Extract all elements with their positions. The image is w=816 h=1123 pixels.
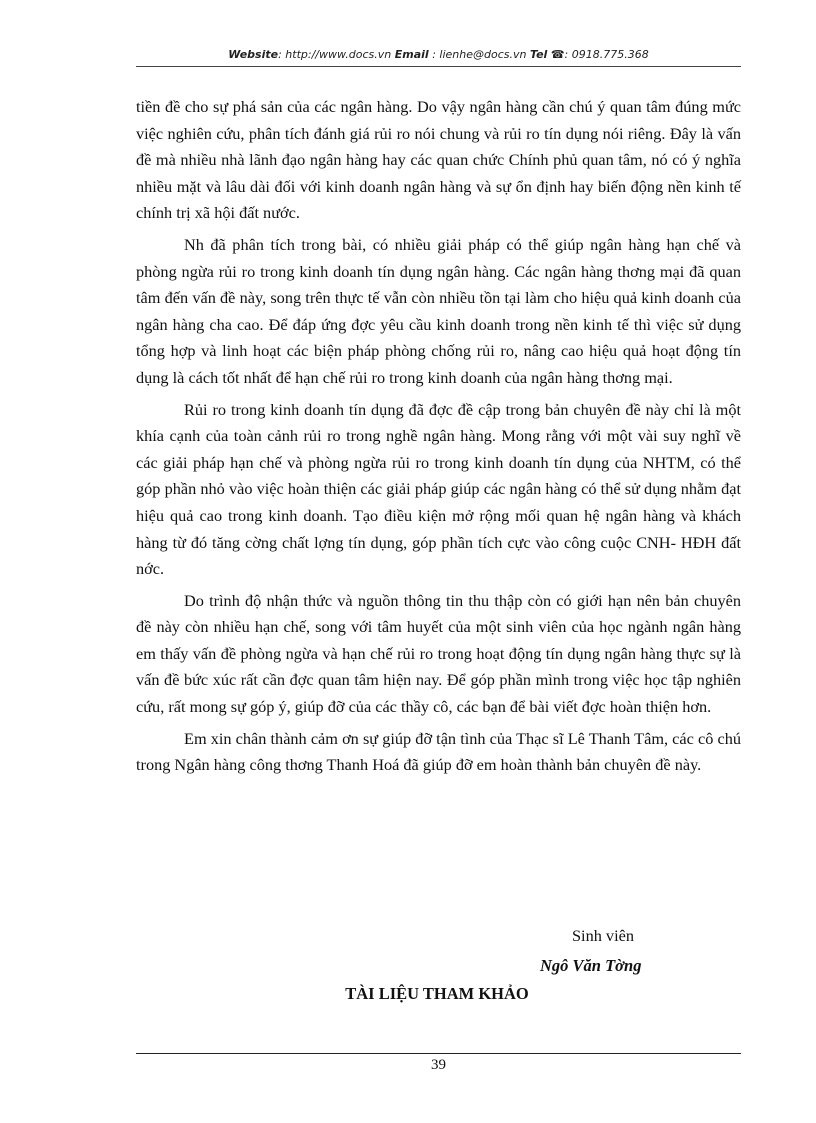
page-header [136, 48, 741, 61]
paragraph-5: Em xin chân thành cảm ơn sự giúp đỡ tận tình của Thạc sĩ Lê Thanh Tâm, các cô chú trong Ngân hàng công thơng Thanh Hoá đã giúp đỡ em hoàn thành bản chuyên đề này. [136, 728, 741, 775]
footer-divider [136, 1053, 741, 1054]
paragraph-3: Rủi ro trong kinh doanh tín dụng đã đợc đề cập trong bản chuyên đề này chỉ là một khía cạnh của toàn cảnh rủi ro trong nghề ngân hàng. Mong rằng với một vài suy nghĩ về các giải pháp hạn chế và phòng ngừa rủi ro trong kinh doanh tín dụng của NHTM, có thể góp phần nhỏ vào việc hoàn thiện các giải pháp giúp các ngân hàng có thể sử dụng nhằm đạt hiệu quả cao trong kinh doanh. Tạo điều kiện mở rộng mối quan hệ ngân hàng và khách hàng từ đó tăng cờng chất lợng tín dụng, góp phần tích cực vào công cuộc CNH- HĐH đất nớc. [136, 399, 741, 579]
email-label: Email [394, 48, 429, 61]
tel-label: Tel [529, 48, 548, 61]
paragraph-1: tiền đề cho sự phá sản của các ngân hàng. Do vậy ngân hàng cần chú ý quan tâm đúng mức việc nghiên cứu, phân tích đánh giá rủi ro nói chung và rủi ro tín dụng nói riêng. Đây là vấn đề mà nhiều nhà lãnh đạo ngân hàng hay các quan chức Chính phủ quan tâm, nó có ý nghĩa nhiều mặt và lâu dài đối với kinh doanh ngân hàng và sự ổn định hay biến động nền kinh tế chính trị xã hội đất nước. [136, 97, 741, 223]
references-heading: TÀI LIỆU THAM KHẢO [345, 984, 529, 1003]
email-address: : lienhe@docs.vn [428, 48, 527, 61]
tel-number: : 0918.775.368 [564, 48, 649, 61]
signature-name: Ngô Văn Tờng [540, 956, 642, 975]
website-label: Website [228, 48, 279, 61]
paragraph-2: Nh đã phân tích trong bài, có nhiều giải pháp có thể giúp ngân hàng hạn chế và phòng ngừa rủi ro trong kinh doanh tín dụng ngân hàng. Các ngân hàng thơng mại đã quan tâm đến vấn đề này, song trên thực tế vẫn còn nhiều tồn tại làm cho hiệu quả kinh doanh của ngân hàng cha cao. Để đáp ứng đợc yêu cầu kinh doanh trong nền kinh tế thì việc sử dụng tổng hợp và linh hoạt các biện pháp phòng chống rủi ro, nâng cao hiệu quả hoạt động tín dụng là cách tốt nhất để hạn chế rủi ro trong kinh doanh của ngân hàng thơng mại. [136, 234, 741, 387]
document-body [136, 94, 741, 784]
page-number: 39 [431, 1057, 446, 1073]
paragraph-4: Do trình độ nhận thức và nguồn thông tin thu thập còn có giới hạn nên bản chuyên đề này còn nhiều hạn chế, song với tâm huyết của một sinh viên của học ngành ngân hàng em thấy vấn đề phòng ngừa và hạn chế rủi ro trong hoạt động tín dụng ngân hàng thực sự là vấn đề bức xúc rất cần đợc quan tâm hiện nay. Để góp phần mình trong việc học tập nghiên cứu, rất mong sự góp ý, giúp đỡ của các thầy cô, các bạn để bài viết đợc hoàn thiện hơn. [136, 590, 741, 717]
phone-icon: ☎ [550, 48, 565, 61]
signature-role: Sinh viên [572, 926, 634, 945]
header-divider [136, 66, 741, 67]
website-url: : http://www.docs.vn [278, 48, 392, 61]
